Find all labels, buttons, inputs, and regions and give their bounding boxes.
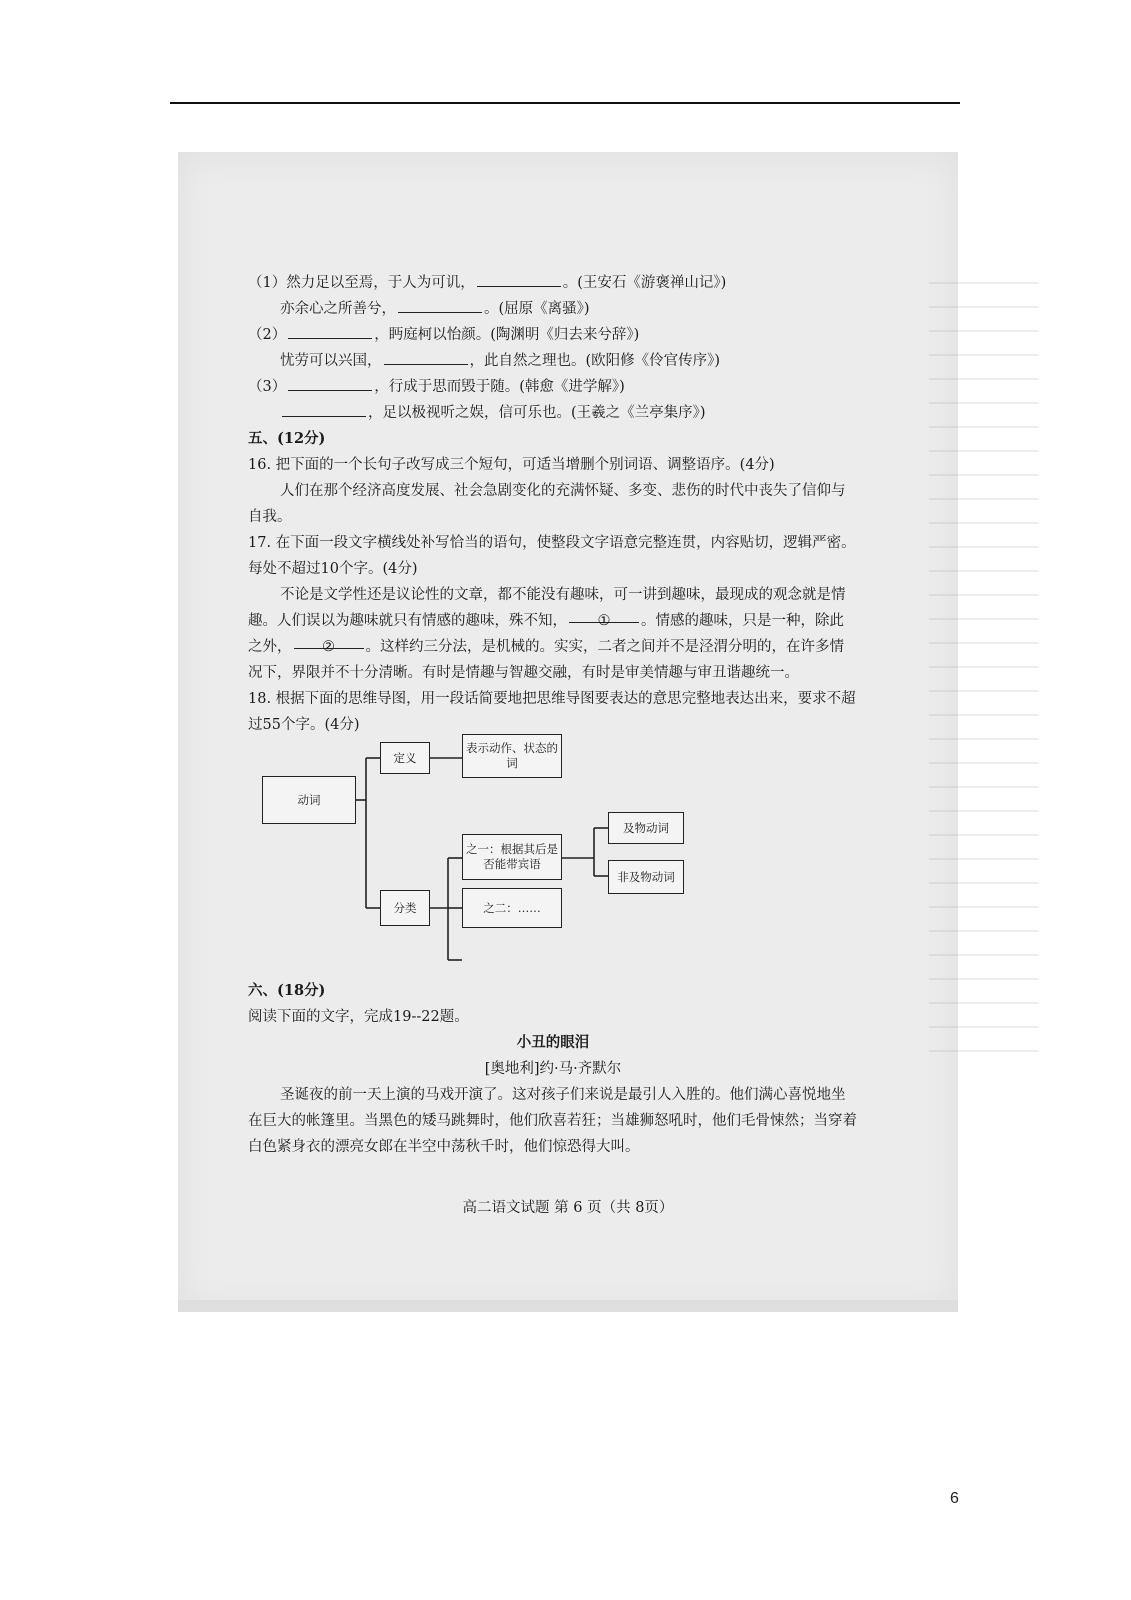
q17-paragraph: 不论是文学性还是议论性的文章，都不能没有趣味，可一讲到趣味，最现成的观念就是情趣。人们误以为趣味就只有情感的趣味，殊不知， ① 。情感的趣味，只是一种，除此之外， ② 。这样约三分法，是机械的。实实，二者之间并不是泾渭分明的，在许多情况下，界限并不十分清晰。有时是情趣与智趣交融，有时是审美情趣与审丑谐趣统一。	[248, 587, 846, 681]
answer-blank[interactable]	[288, 376, 372, 391]
scan-edge	[178, 1300, 958, 1312]
section5-title: 五、(12分)	[248, 430, 326, 447]
answer-blank[interactable]	[398, 298, 482, 313]
q15-line2: 亦余心之所善兮， 。(屈原《离骚》)	[248, 296, 858, 322]
q15-line3: （2） ，眄庭柯以怡颜。(陶渊明《归去来兮辞》)	[248, 322, 858, 348]
answer-blank[interactable]	[282, 402, 366, 417]
mind-map	[256, 741, 696, 968]
answer-blank-1[interactable]: ①	[569, 608, 639, 623]
q16-text: 人们在那个经济高度发展、社会急剧变化的充满怀疑、多变、悲伤的时代中丧失了信仰与自我。	[248, 483, 846, 525]
top-rule	[170, 102, 960, 104]
node-class-1: 之一：根据其后是否能带宾语	[462, 834, 562, 880]
answer-blank[interactable]	[288, 324, 372, 339]
node-verb: 动词	[262, 776, 356, 824]
section6-instruction: 阅读下面的文字，完成19--22题。	[248, 1009, 469, 1025]
node-class-2: 之二：……	[462, 888, 562, 928]
story-author: [奥地利]约·马·齐默尔	[484, 1061, 622, 1077]
q17-prompt: 17. 在下面一段文字横线处补写恰当的语句，使整段文字语意完整连贯，内容贴切，逻辑严密。每处不超过10个字。(4分)	[248, 535, 856, 577]
node-definition-detail: 表示动作、状态的词	[462, 734, 562, 778]
q15-line6: ，足以极视听之娱，信可乐也。(王羲之《兰亭集序》)	[248, 400, 858, 426]
answer-blank-2[interactable]: ②	[294, 634, 364, 649]
exam-content	[248, 270, 858, 1160]
q18-prompt: 18. 根据下面的思维导图，用一段话简要地把思维导图要表达的意思完整地表达出来，要求不超过55个字。(4分)	[248, 691, 856, 733]
node-definition: 定义	[380, 742, 430, 774]
node-intransitive: 非及物动词	[608, 860, 684, 894]
story-title: 小丑的眼泪	[516, 1034, 590, 1051]
answer-blank[interactable]	[384, 350, 468, 365]
page-number: 6	[950, 1490, 959, 1507]
q15-line5: （3） ，行成于思而毁于随。(韩愈《进学解》)	[248, 374, 858, 400]
answer-blank[interactable]	[477, 272, 561, 287]
node-classification: 分类	[380, 890, 430, 926]
bleed-through-text	[929, 282, 1039, 1062]
q15-line4: 忧劳可以兴国， ，此自然之理也。(欧阳修《伶官传序》)	[248, 348, 858, 374]
page-footer: 高二语文试题 第 6 页（共 8页）	[462, 1200, 674, 1216]
q15-line1: （1）然力足以至焉，于人为可讥， 。(王安石《游褒禅山记》)	[248, 270, 858, 296]
section6-title: 六、(18分)	[248, 982, 326, 999]
story-paragraph: 圣诞夜的前一天上演的马戏开演了。这对孩子们来说是最引人入胜的。他们满心喜悦地坐在巨大的帐篷里。当黑色的矮马跳舞时，他们欣喜若狂；当雄狮怒吼时，他们毛骨悚然；当穿着白色紧身衣的漂亮女郎在半空中荡秋千时，他们惊恐得大叫。	[248, 1087, 857, 1155]
q16-prompt: 16. 把下面的一个长句子改写成三个短句，可适当增删个别词语、调整语序。(4分)	[248, 457, 775, 473]
node-transitive: 及物动词	[608, 812, 684, 844]
